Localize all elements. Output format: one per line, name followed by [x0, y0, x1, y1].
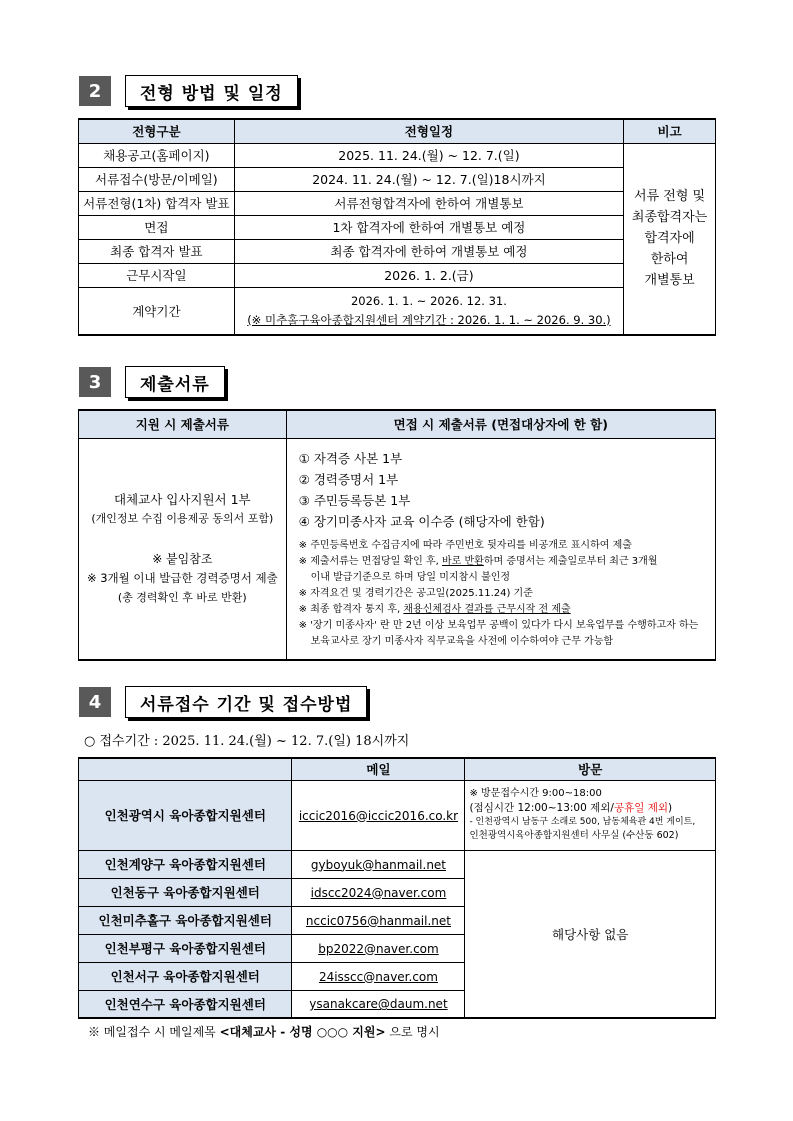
- documents-table: [78, 409, 716, 661]
- table-row: [79, 215, 716, 239]
- row-label: 서류접수(방문/이메일): [79, 167, 235, 191]
- center-mail-cell: [292, 878, 465, 906]
- header-visit: 방문: [465, 758, 716, 780]
- row-schedule: 1차 합격자에 한하여 개별통보 예정: [234, 215, 623, 239]
- remark-line: 한하여: [650, 252, 689, 268]
- center-mail-cell: [292, 990, 465, 1018]
- row-schedule: [234, 287, 623, 335]
- row-schedule: 서류전형합격자에 한하여 개별통보: [234, 191, 623, 215]
- section3-header: [79, 366, 225, 398]
- table-row: [79, 263, 716, 287]
- center-mail-cell: [292, 934, 465, 962]
- doc-item-sub: (개인정보 수집 이용제공 동의서 포함): [91, 512, 274, 526]
- submission-table: [78, 757, 716, 1019]
- section-title: 전형 방법 및 일정: [125, 75, 298, 107]
- section-title: 서류접수 기간 및 접수방법: [125, 686, 367, 718]
- visit-line: (점심시간 12:00~13:00 제외/공휴일 제외): [469, 802, 673, 814]
- center-name: 인천동구 육아종합지원센터: [79, 878, 292, 906]
- visit-info-cell: [465, 780, 716, 850]
- list-item: ④ 장기미종사자 교육 이수증 (해당자에 한함): [298, 513, 545, 529]
- remark-line: 합격자에: [644, 231, 695, 247]
- section-number: 3: [79, 367, 111, 397]
- doc-item: 대체교사 입사지원서 1부: [113, 492, 251, 508]
- table-row: [79, 167, 716, 191]
- doc-item-sub: (총 경력확인 후 바로 반환): [117, 591, 247, 605]
- row-schedule: 2024. 11. 24.(월) ~ 12. 7.(일)18시까지: [234, 167, 623, 191]
- row-label: 채용공고(홈페이지): [79, 143, 235, 167]
- header-blank: [79, 758, 292, 780]
- row-label: 면접: [79, 215, 235, 239]
- note-line: ※ 최종 합격자 통지 후, 채용신체검사 결과를 근무시작 전 제출: [298, 603, 571, 615]
- header-schedule: 전형일정: [234, 119, 623, 143]
- row-label: 최종 합격자 발표: [79, 239, 235, 263]
- remark-line: 서류 전형 및: [634, 189, 706, 205]
- center-mail-cell: [292, 906, 465, 934]
- apply-docs-cell: [79, 438, 287, 660]
- list-item: ① 자격증 사본 1부: [298, 450, 403, 466]
- interview-docs-cell: [286, 438, 715, 660]
- email-link[interactable]: idscc2024@naver.com: [310, 885, 447, 900]
- remark-line: 개별통보: [644, 273, 695, 289]
- center-name: 인천광역시 육아종합지원센터: [79, 780, 292, 850]
- header-category: 전형구분: [79, 119, 235, 143]
- table-row: [79, 191, 716, 215]
- table-row: [79, 287, 716, 335]
- email-link[interactable]: 24isscc@naver.com: [318, 969, 438, 984]
- email-link[interactable]: iccic2016@iccic2016.co.kr: [298, 808, 459, 823]
- note-line: 보육교사로 장기 미종사자 직무교육을 사전에 이수하여야 근무 가능함: [310, 635, 614, 647]
- row-schedule: 2026. 1. 2.(금): [234, 263, 623, 287]
- section-number: 2: [79, 76, 111, 106]
- center-mail-cell: [292, 780, 465, 850]
- header-interview-docs: 면접 시 제출서류 (면접대상자에 한 함): [286, 410, 715, 438]
- schedule-table: [78, 118, 716, 336]
- list-item: ② 경력증명서 1부: [298, 471, 399, 487]
- remark-line: 최종합격자는: [631, 210, 708, 226]
- center-name: 인천서구 육아종합지원센터: [79, 962, 292, 990]
- contract-note: (※ 미추홀구육아종합지원센터 계약기간 : 2026. 1. 1. ~ 2026. 9. 30.): [247, 312, 611, 327]
- header-remark: 비고: [624, 119, 716, 143]
- visit-none-cell: 해당사항 없음: [465, 850, 716, 1018]
- list-item: ③ 주민등록등본 1부: [298, 492, 411, 508]
- visit-line: ※ 방문접수시간 9:00~18:00: [469, 788, 602, 799]
- row-schedule: 최종 합격자에 한하여 개별통보 예정: [234, 239, 623, 263]
- visit-line: - 인천광역시 남동구 소래로 500, 남동체육관 4번 게이트,: [469, 817, 696, 827]
- header-mail: 메일: [292, 758, 465, 780]
- center-name: 인천계양구 육아종합지원센터: [79, 850, 292, 878]
- center-name: 인천연수구 육아종합지원센터: [79, 990, 292, 1018]
- section2-header: [79, 75, 298, 107]
- email-link[interactable]: gyboyuk@hanmail.net: [310, 857, 447, 872]
- doc-item: ※ 3개월 이내 발급한 경력증명서 제출: [86, 571, 278, 586]
- mail-subject-note: ※ 메일접수 시 메일제목 <대체교사 - 성명 ○○○ 지원> 으로 명시: [88, 1025, 440, 1039]
- contract-line: 2026. 1. 1. ~ 2026. 12. 31.: [350, 293, 507, 308]
- email-link[interactable]: nccic0756@hanmail.net: [305, 913, 451, 928]
- header-apply-docs: 지원 시 제출서류: [79, 410, 287, 438]
- note-line: 이내 발급기준으로 하며 당일 미지참시 불인정: [310, 571, 511, 583]
- table-row: [79, 143, 716, 167]
- row-schedule: 2025. 11. 24.(월) ~ 12. 7.(일): [234, 143, 623, 167]
- center-name: 인천미추홀구 육아종합지원센터: [79, 906, 292, 934]
- table-row: [79, 850, 716, 878]
- email-link[interactable]: ysanakcare@daum.net: [309, 997, 448, 1012]
- remark-cell: [624, 143, 716, 335]
- section-title: 제출서류: [125, 366, 225, 398]
- email-link[interactable]: bp2022@naver.com: [318, 941, 439, 956]
- row-label: 서류전형(1차) 합격자 발표: [79, 191, 235, 215]
- table-row: [79, 239, 716, 263]
- section4-header: [79, 686, 367, 718]
- submission-period: ○ 접수기간 : 2025. 11. 24.(월) ~ 12. 7.(일) 18시까지: [84, 734, 410, 749]
- center-name: 인천부평구 육아종합지원센터: [79, 934, 292, 962]
- row-label: 계약기간: [79, 287, 235, 335]
- visit-line: 인천광역시육아종합지원센터 사무실 (수산동 602): [469, 830, 679, 841]
- row-label: 근무시작일: [79, 263, 235, 287]
- doc-ref: ※ 붙임참조: [152, 552, 213, 567]
- center-mail-cell: [292, 962, 465, 990]
- section-number: 4: [79, 687, 111, 717]
- center-mail-cell: [292, 850, 465, 878]
- note-line: ※ 제출서류는 면접당일 확인 후, 바로 반환하며 증명서는 제출일로부터 최근 3개월: [298, 555, 658, 567]
- note-line: ※ '장기 미종사자' 란 만 2년 이상 보육업무 공백이 있다가 다시 보육업무를 수행하고자 하는: [298, 619, 699, 631]
- table-row: [79, 780, 716, 850]
- note-line: ※ 주민등록번호 수집금지에 따라 주민번호 뒷자리를 비공개로 표시하여 제출: [298, 539, 632, 551]
- note-line: ※ 자격요건 및 경력기간은 공고일(2025.11.24) 기준: [298, 587, 533, 599]
